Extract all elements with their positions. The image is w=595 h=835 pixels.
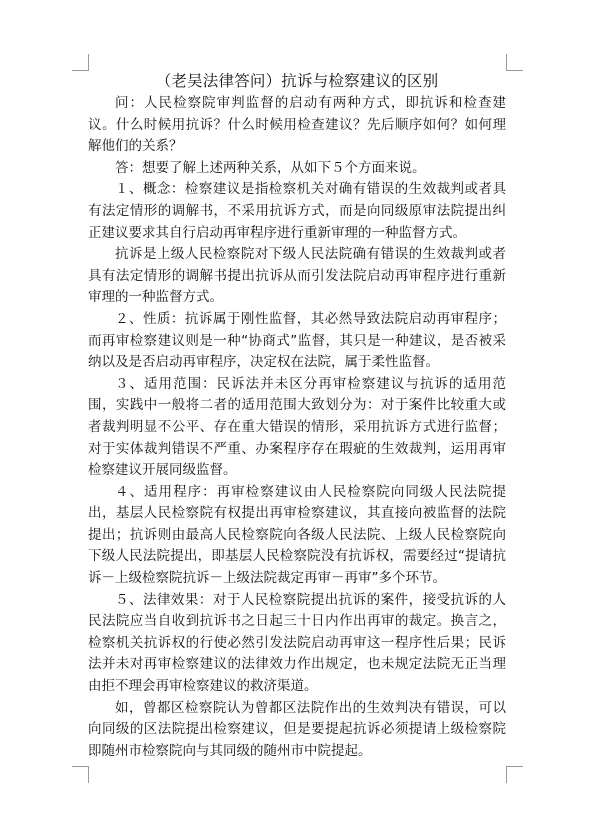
top-right-margin-mark <box>506 54 523 71</box>
bottom-right-margin-mark <box>506 766 523 783</box>
paragraph-answer-intro: 答：想要了解上述两种关系，从如下５个方面来说。 <box>115 159 426 176</box>
document-body[interactable] <box>88 70 506 762</box>
bottom-left-margin-mark <box>72 766 89 783</box>
paragraph-nature: ２、性质：抗诉属于刚性监督，其必然导致法院启动再审程序；而再审检察建议则是一种“协商式”监督，其只是一种建议，是否被采纳以及是否启动再审程序，决定权在法院，属于柔性监督。 <box>88 310 506 371</box>
paragraph-scope: ３、适用范围：民诉法并未区分再审检察建议与抗诉的适用范围，实践中一般将二者的适用范围大致划分为：对于案件比较重大或者裁判明显不公平、存在重大错误的情形，采用抗诉方式进行监督；对于实体裁判错误不严重、办案程序存在瑕疵的生效裁判，运用再审检察建议开展同级监督。 <box>88 375 506 479</box>
paragraph-legal-effect: ５、法律效果：对于人民检察院提出抗诉的案件，接受抗诉的人民法院应当自收到抗诉书之日起三十日内作出再审的裁定。换言之，检察机关抗诉权的行使必然引发法院启动再审这一程序性后果；民诉法并未对再审检察建议的法律效力作出规定，也未规定法院无正当理由拒不理会再审检察建议的救济渠道。 <box>88 591 506 695</box>
paragraph-concept-protest: 抗诉是上级人民检察院对下级人民法院确有错误的生效裁判或者具有法定情形的调解书提出抗诉从而引发法院启动再审程序进行重新审理的一种监督方式。 <box>88 246 506 306</box>
top-left-margin-mark <box>72 54 89 71</box>
paragraph-question: 问：人民检察院审判监督的启动有两种方式，即抗诉和检查建议。什么时候用抗诉？什么时候用检查建议？先后顺序如何？如何理解他们的关系？ <box>88 95 506 155</box>
paragraph-concept-suggestion: １、概念：检察建议是指检察机关对确有错误的生效裁判或者具有法定情形的调解书，不采用抗诉方式，而是向同级原审法院提出纠正建议要求其自行启动再审程序进行重新审理的一种监督方式。 <box>88 181 506 241</box>
paragraph-example: 如，曾都区检察院认为曾都区法院作出的生效判决有错误，可以向同级的区法院提出检察建议，但是要提起抗诉必须提请上级检察院即随州市检察院向与其同级的随州市中院提起。 <box>88 699 506 759</box>
document-title: （老吴法律答问）抗诉与检察建议的区别 <box>155 72 439 90</box>
paragraph-procedure: ４、适用程序：再审检察建议由人民检察院向同级人民法院提出，基层人民检察院有权提出再审检察建议，其直接向被监督的法院提出；抗诉则由最高人民检察院向各级人民法院、上级人民检察院向下级人民法院提出，即基层人民检察院没有抗诉权，需要经过“提请抗诉－上级检察院抗诉－上级法院裁定再审－再审”多个环节。 <box>88 483 506 587</box>
